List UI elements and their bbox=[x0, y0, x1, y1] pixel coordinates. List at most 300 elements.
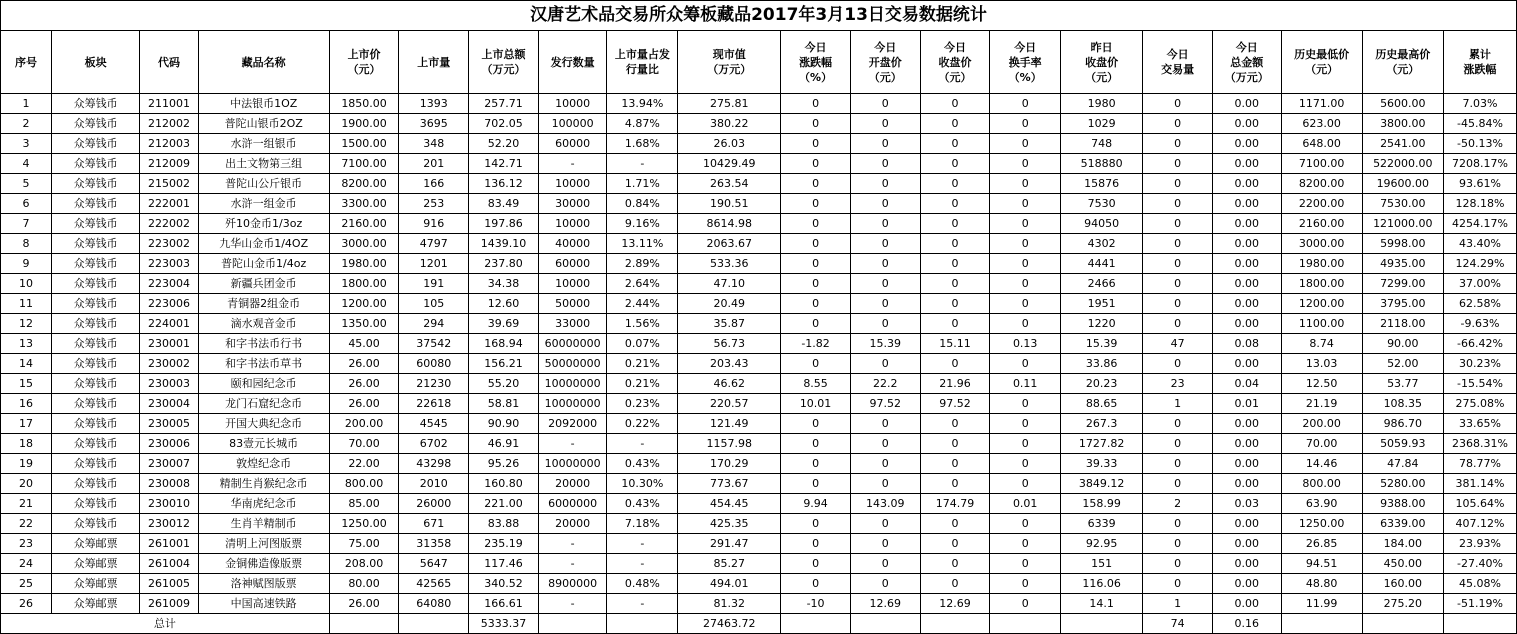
table-cell[interactable]: 160.80 bbox=[469, 474, 539, 494]
table-cell[interactable]: 众筹钱币 bbox=[51, 194, 139, 214]
table-cell[interactable]: 221.00 bbox=[469, 494, 539, 514]
table-cell[interactable]: 1980.00 bbox=[1281, 254, 1362, 274]
table-cell[interactable]: 0 bbox=[920, 454, 990, 474]
column-header[interactable]: 今日 交易量 bbox=[1143, 31, 1213, 94]
table-cell[interactable]: 121000.00 bbox=[1362, 214, 1443, 234]
table-cell[interactable]: 9.94 bbox=[781, 494, 851, 514]
table-cell[interactable]: 0 bbox=[920, 574, 990, 594]
table-cell[interactable]: 223006 bbox=[140, 294, 198, 314]
table-cell[interactable]: 10.01 bbox=[781, 394, 851, 414]
table-cell[interactable]: 8900000 bbox=[538, 574, 607, 594]
table-cell[interactable]: 3000.00 bbox=[1281, 234, 1362, 254]
table-cell[interactable]: 8614.98 bbox=[678, 214, 781, 234]
table-cell[interactable]: 普陀山银币2OZ bbox=[198, 114, 329, 134]
table-cell[interactable]: 0 bbox=[850, 314, 920, 334]
table-cell[interactable]: 19600.00 bbox=[1362, 174, 1443, 194]
table-cell[interactable]: 22.00 bbox=[329, 454, 399, 474]
table-cell[interactable]: 0 bbox=[990, 514, 1061, 534]
table-cell[interactable]: 48.80 bbox=[1281, 574, 1362, 594]
table-cell[interactable]: 26.85 bbox=[1281, 534, 1362, 554]
table-cell[interactable]: 0 bbox=[781, 114, 851, 134]
table-cell[interactable]: 381.14% bbox=[1443, 474, 1516, 494]
table-cell[interactable]: - bbox=[607, 434, 678, 454]
table-cell[interactable]: 11.99 bbox=[1281, 594, 1362, 614]
table-cell[interactable]: 215002 bbox=[140, 174, 198, 194]
table-cell[interactable]: 11 bbox=[1, 294, 52, 314]
table-cell[interactable]: 0.08 bbox=[1212, 334, 1281, 354]
table-cell[interactable]: 众筹钱币 bbox=[51, 214, 139, 234]
table-cell[interactable]: 191 bbox=[399, 274, 469, 294]
table-cell[interactable]: 494.01 bbox=[678, 574, 781, 594]
table-cell[interactable]: 22.2 bbox=[850, 374, 920, 394]
table-cell[interactable]: 45.08% bbox=[1443, 574, 1516, 594]
table-cell[interactable]: 0 bbox=[920, 194, 990, 214]
table-cell[interactable]: 80.00 bbox=[329, 574, 399, 594]
table-cell[interactable]: 7.03% bbox=[1443, 94, 1516, 114]
table-cell[interactable]: 1900.00 bbox=[329, 114, 399, 134]
table-cell[interactable]: 45.00 bbox=[329, 334, 399, 354]
table-cell[interactable]: 261004 bbox=[140, 554, 198, 574]
table-cell[interactable]: 0 bbox=[850, 294, 920, 314]
table-cell[interactable]: 261009 bbox=[140, 594, 198, 614]
table-cell[interactable]: 和字书法币行书 bbox=[198, 334, 329, 354]
table-cell[interactable]: 43298 bbox=[399, 454, 469, 474]
table-cell[interactable]: 85.00 bbox=[329, 494, 399, 514]
table-cell[interactable]: 212003 bbox=[140, 134, 198, 154]
table-cell[interactable]: 0 bbox=[781, 254, 851, 274]
table-cell[interactable]: 14.46 bbox=[1281, 454, 1362, 474]
table-cell[interactable]: 0 bbox=[920, 214, 990, 234]
table-cell[interactable]: 0.01 bbox=[990, 494, 1061, 514]
table-cell[interactable]: 众筹钱币 bbox=[51, 474, 139, 494]
table-cell[interactable]: 100000 bbox=[538, 114, 607, 134]
table-cell[interactable]: 63.90 bbox=[1281, 494, 1362, 514]
table-cell[interactable]: 83.49 bbox=[469, 194, 539, 214]
table-cell[interactable]: 0 bbox=[781, 454, 851, 474]
table-cell[interactable]: 0 bbox=[990, 414, 1061, 434]
column-header[interactable]: 累计 涨跌幅 bbox=[1443, 31, 1516, 94]
table-cell[interactable]: 0.00 bbox=[1212, 274, 1281, 294]
table-cell[interactable]: 117.46 bbox=[469, 554, 539, 574]
table-cell[interactable]: 222002 bbox=[140, 214, 198, 234]
table-cell[interactable]: 294 bbox=[399, 314, 469, 334]
table-cell[interactable]: 水浒一组金币 bbox=[198, 194, 329, 214]
table-cell[interactable]: 212002 bbox=[140, 114, 198, 134]
table-cell[interactable]: 0 bbox=[781, 154, 851, 174]
table-cell[interactable]: 85.27 bbox=[678, 554, 781, 574]
table-cell[interactable]: 10000 bbox=[538, 174, 607, 194]
table-cell[interactable]: 83.88 bbox=[469, 514, 539, 534]
table-cell[interactable]: 257.71 bbox=[469, 94, 539, 114]
table-cell[interactable]: 1350.00 bbox=[329, 314, 399, 334]
table-cell[interactable]: - bbox=[538, 534, 607, 554]
table-cell[interactable]: 211001 bbox=[140, 94, 198, 114]
table-cell[interactable]: 60000 bbox=[538, 254, 607, 274]
table-cell[interactable]: 47.10 bbox=[678, 274, 781, 294]
table-cell[interactable]: 金铜佛造像版票 bbox=[198, 554, 329, 574]
table-cell[interactable]: 0 bbox=[781, 294, 851, 314]
table-cell[interactable]: 4935.00 bbox=[1362, 254, 1443, 274]
table-cell[interactable]: 37542 bbox=[399, 334, 469, 354]
table-cell[interactable]: - bbox=[607, 554, 678, 574]
table-cell[interactable]: 1 bbox=[1, 94, 52, 114]
table-cell[interactable]: 5 bbox=[1, 174, 52, 194]
table-cell[interactable]: 267.3 bbox=[1061, 414, 1143, 434]
table-cell[interactable]: 15876 bbox=[1061, 174, 1143, 194]
table-cell[interactable]: 2010 bbox=[399, 474, 469, 494]
table-cell[interactable]: 0 bbox=[990, 454, 1061, 474]
table-cell[interactable]: 23 bbox=[1143, 374, 1213, 394]
table-cell[interactable]: 2160.00 bbox=[329, 214, 399, 234]
table-cell[interactable]: 0 bbox=[920, 154, 990, 174]
table-cell[interactable]: 26 bbox=[1, 594, 52, 614]
table-cell[interactable]: 4797 bbox=[399, 234, 469, 254]
table-cell[interactable]: 19 bbox=[1, 454, 52, 474]
table-cell[interactable]: 22618 bbox=[399, 394, 469, 414]
column-header[interactable]: 今日 开盘价 （元） bbox=[850, 31, 920, 94]
table-cell[interactable]: 7100.00 bbox=[1281, 154, 1362, 174]
table-cell[interactable]: 0 bbox=[781, 274, 851, 294]
table-cell[interactable]: 众筹钱币 bbox=[51, 134, 139, 154]
table-cell[interactable]: 454.45 bbox=[678, 494, 781, 514]
table-cell[interactable]: 13.03 bbox=[1281, 354, 1362, 374]
table-cell[interactable]: 46.91 bbox=[469, 434, 539, 454]
table-cell[interactable]: 众筹钱币 bbox=[51, 234, 139, 254]
table-cell[interactable]: 0.00 bbox=[1212, 174, 1281, 194]
table-cell[interactable]: 0 bbox=[781, 434, 851, 454]
table-cell[interactable]: 7530.00 bbox=[1362, 194, 1443, 214]
table-cell[interactable]: 223002 bbox=[140, 234, 198, 254]
table-cell[interactable]: 0 bbox=[990, 274, 1061, 294]
table-cell[interactable]: 普陀山公斤银币 bbox=[198, 174, 329, 194]
table-cell[interactable]: 15.39 bbox=[1061, 334, 1143, 354]
table-cell[interactable]: 14.1 bbox=[1061, 594, 1143, 614]
table-cell[interactable]: - bbox=[607, 594, 678, 614]
column-header[interactable]: 上市价 （元） bbox=[329, 31, 399, 94]
table-cell[interactable]: 出土文物第三组 bbox=[198, 154, 329, 174]
table-cell[interactable]: 0 bbox=[920, 354, 990, 374]
table-cell[interactable]: 0 bbox=[850, 454, 920, 474]
table-cell[interactable]: 0 bbox=[1143, 114, 1213, 134]
table-cell[interactable]: 1200.00 bbox=[1281, 294, 1362, 314]
table-cell[interactable]: 425.35 bbox=[678, 514, 781, 534]
table-cell[interactable]: 200.00 bbox=[329, 414, 399, 434]
table-cell[interactable]: 4 bbox=[1, 154, 52, 174]
table-cell[interactable]: 众筹邮票 bbox=[51, 594, 139, 614]
column-header[interactable]: 藏品名称 bbox=[198, 31, 329, 94]
table-cell[interactable]: 184.00 bbox=[1362, 534, 1443, 554]
column-header[interactable]: 今日 换手率 （%） bbox=[990, 31, 1061, 94]
table-cell[interactable]: 1157.98 bbox=[678, 434, 781, 454]
table-cell[interactable]: 12.60 bbox=[469, 294, 539, 314]
total-market-value[interactable]: 27463.72 bbox=[678, 614, 781, 634]
table-cell[interactable]: 8 bbox=[1, 234, 52, 254]
table-cell[interactable]: 0 bbox=[781, 214, 851, 234]
table-cell[interactable]: 0 bbox=[850, 114, 920, 134]
table-cell[interactable]: 众筹钱币 bbox=[51, 514, 139, 534]
table-cell[interactable]: 1171.00 bbox=[1281, 94, 1362, 114]
table-cell[interactable]: 26.00 bbox=[329, 354, 399, 374]
table-cell[interactable]: 20000 bbox=[538, 474, 607, 494]
table-cell[interactable]: 12.69 bbox=[920, 594, 990, 614]
table-cell[interactable]: 3000.00 bbox=[329, 234, 399, 254]
table-cell[interactable]: 0 bbox=[920, 314, 990, 334]
table-cell[interactable]: 95.26 bbox=[469, 454, 539, 474]
table-cell[interactable]: 0.43% bbox=[607, 454, 678, 474]
table-cell[interactable]: 13 bbox=[1, 334, 52, 354]
table-cell[interactable]: 0.84% bbox=[607, 194, 678, 214]
table-cell[interactable]: 10000 bbox=[538, 274, 607, 294]
table-cell[interactable]: 0.00 bbox=[1212, 554, 1281, 574]
table-cell[interactable]: 190.51 bbox=[678, 194, 781, 214]
table-cell[interactable]: 143.09 bbox=[850, 494, 920, 514]
table-cell[interactable]: 156.21 bbox=[469, 354, 539, 374]
table-cell[interactable]: 52.20 bbox=[469, 134, 539, 154]
table-cell[interactable]: 17 bbox=[1, 414, 52, 434]
table-cell[interactable]: 0 bbox=[850, 354, 920, 374]
table-cell[interactable]: 1800.00 bbox=[1281, 274, 1362, 294]
table-cell[interactable]: 33.86 bbox=[1061, 354, 1143, 374]
table-cell[interactable]: 702.05 bbox=[469, 114, 539, 134]
table-cell[interactable]: 4.87% bbox=[607, 114, 678, 134]
table-cell[interactable]: 敦煌纪念币 bbox=[198, 454, 329, 474]
column-header[interactable]: 今日 总金额 （万元） bbox=[1212, 31, 1281, 94]
table-cell[interactable]: 0 bbox=[1143, 474, 1213, 494]
table-cell[interactable]: 39.33 bbox=[1061, 454, 1143, 474]
table-cell[interactable]: 6702 bbox=[399, 434, 469, 454]
table-cell[interactable]: 颐和园纪念币 bbox=[198, 374, 329, 394]
table-cell[interactable]: 0 bbox=[781, 534, 851, 554]
table-cell[interactable]: 1393 bbox=[399, 94, 469, 114]
table-cell[interactable]: 1100.00 bbox=[1281, 314, 1362, 334]
table-cell[interactable]: 清明上河图版票 bbox=[198, 534, 329, 554]
table-cell[interactable]: 230004 bbox=[140, 394, 198, 414]
table-cell[interactable]: 623.00 bbox=[1281, 114, 1362, 134]
table-cell[interactable]: 55.20 bbox=[469, 374, 539, 394]
table-cell[interactable]: 1800.00 bbox=[329, 274, 399, 294]
table-cell[interactable]: 0 bbox=[920, 174, 990, 194]
table-cell[interactable]: 94.51 bbox=[1281, 554, 1362, 574]
table-cell[interactable]: 97.52 bbox=[920, 394, 990, 414]
table-cell[interactable]: 8200.00 bbox=[329, 174, 399, 194]
table-cell[interactable]: 0.21% bbox=[607, 374, 678, 394]
table-cell[interactable]: 0 bbox=[990, 434, 1061, 454]
table-cell[interactable]: 13.94% bbox=[607, 94, 678, 114]
table-cell[interactable]: 0 bbox=[850, 154, 920, 174]
table-cell[interactable]: 151 bbox=[1061, 554, 1143, 574]
table-cell[interactable]: 1727.82 bbox=[1061, 434, 1143, 454]
column-header[interactable]: 今日 涨跌幅 （%） bbox=[781, 31, 851, 94]
table-cell[interactable]: 歼10金币1/3oz bbox=[198, 214, 329, 234]
table-cell[interactable]: 0 bbox=[1143, 454, 1213, 474]
table-cell[interactable]: 15 bbox=[1, 374, 52, 394]
table-cell[interactable]: 2.89% bbox=[607, 254, 678, 274]
table-cell[interactable]: 3849.12 bbox=[1061, 474, 1143, 494]
table-cell[interactable]: 3695 bbox=[399, 114, 469, 134]
table-cell[interactable]: 3300.00 bbox=[329, 194, 399, 214]
table-cell[interactable]: -15.54% bbox=[1443, 374, 1516, 394]
table-cell[interactable]: 5998.00 bbox=[1362, 234, 1443, 254]
table-cell[interactable]: 40000 bbox=[538, 234, 607, 254]
table-cell[interactable]: 0 bbox=[990, 354, 1061, 374]
table-cell[interactable]: 203.43 bbox=[678, 354, 781, 374]
table-cell[interactable]: 2.44% bbox=[607, 294, 678, 314]
table-cell[interactable]: 2200.00 bbox=[1281, 194, 1362, 214]
table-cell[interactable]: 生肖羊精制币 bbox=[198, 514, 329, 534]
table-cell[interactable]: 0.43% bbox=[607, 494, 678, 514]
table-cell[interactable]: 0.00 bbox=[1212, 234, 1281, 254]
table-cell[interactable]: 0 bbox=[990, 194, 1061, 214]
table-cell[interactable]: 136.12 bbox=[469, 174, 539, 194]
table-cell[interactable]: 88.65 bbox=[1061, 394, 1143, 414]
table-cell[interactable]: 众筹钱币 bbox=[51, 394, 139, 414]
table-cell[interactable]: 龙门石窟纪念币 bbox=[198, 394, 329, 414]
table-cell[interactable]: 2 bbox=[1, 114, 52, 134]
table-cell[interactable]: 0 bbox=[781, 194, 851, 214]
table-cell[interactable]: 128.18% bbox=[1443, 194, 1516, 214]
table-cell[interactable]: 1 bbox=[1143, 594, 1213, 614]
table-cell[interactable]: 0.21% bbox=[607, 354, 678, 374]
table-cell[interactable]: 0.00 bbox=[1212, 194, 1281, 214]
table-cell[interactable]: 10000 bbox=[538, 94, 607, 114]
table-cell[interactable]: 众筹钱币 bbox=[51, 174, 139, 194]
table-cell[interactable]: 2368.31% bbox=[1443, 434, 1516, 454]
table-cell[interactable]: - bbox=[538, 154, 607, 174]
table-cell[interactable]: 1250.00 bbox=[1281, 514, 1362, 534]
table-cell[interactable]: 2.64% bbox=[607, 274, 678, 294]
table-cell[interactable]: 0 bbox=[1143, 194, 1213, 214]
table-cell[interactable]: 1.56% bbox=[607, 314, 678, 334]
table-cell[interactable]: 21 bbox=[1, 494, 52, 514]
table-cell[interactable]: 0 bbox=[920, 274, 990, 294]
table-cell[interactable]: 261005 bbox=[140, 574, 198, 594]
column-header[interactable]: 上市总额 （万元） bbox=[469, 31, 539, 94]
table-cell[interactable]: 800.00 bbox=[1281, 474, 1362, 494]
table-cell[interactable]: 0.48% bbox=[607, 574, 678, 594]
table-cell[interactable]: 230012 bbox=[140, 514, 198, 534]
table-cell[interactable]: 水浒一组银币 bbox=[198, 134, 329, 154]
table-cell[interactable]: 33000 bbox=[538, 314, 607, 334]
table-cell[interactable]: 12.69 bbox=[850, 594, 920, 614]
table-cell[interactable]: 31358 bbox=[399, 534, 469, 554]
table-cell[interactable]: 30000 bbox=[538, 194, 607, 214]
table-cell[interactable]: 174.79 bbox=[920, 494, 990, 514]
column-header[interactable]: 历史最低价 （元） bbox=[1281, 31, 1362, 94]
table-cell[interactable]: 648.00 bbox=[1281, 134, 1362, 154]
table-cell[interactable]: 0 bbox=[990, 94, 1061, 114]
table-cell[interactable]: 201 bbox=[399, 154, 469, 174]
column-header[interactable]: 代码 bbox=[140, 31, 198, 94]
table-cell[interactable]: 众筹邮票 bbox=[51, 554, 139, 574]
table-cell[interactable]: 7.18% bbox=[607, 514, 678, 534]
table-cell[interactable]: -51.19% bbox=[1443, 594, 1516, 614]
table-cell[interactable]: 1951 bbox=[1061, 294, 1143, 314]
table-cell[interactable]: 237.80 bbox=[469, 254, 539, 274]
table-cell[interactable]: 42565 bbox=[399, 574, 469, 594]
table-cell[interactable]: 0 bbox=[990, 114, 1061, 134]
table-cell[interactable]: 众筹钱币 bbox=[51, 294, 139, 314]
table-cell[interactable]: 0.00 bbox=[1212, 434, 1281, 454]
table-cell[interactable]: 华南虎纪念币 bbox=[198, 494, 329, 514]
table-cell[interactable]: 533.36 bbox=[678, 254, 781, 274]
table-cell[interactable]: 275.08% bbox=[1443, 394, 1516, 414]
table-cell[interactable]: 261001 bbox=[140, 534, 198, 554]
column-header[interactable]: 序号 bbox=[1, 31, 52, 94]
table-cell[interactable]: 43.40% bbox=[1443, 234, 1516, 254]
table-cell[interactable]: 522000.00 bbox=[1362, 154, 1443, 174]
table-cell[interactable]: 26.03 bbox=[678, 134, 781, 154]
table-cell[interactable]: 普陀山金币1/4oz bbox=[198, 254, 329, 274]
table-cell[interactable]: 81.32 bbox=[678, 594, 781, 614]
table-cell[interactable]: 1.68% bbox=[607, 134, 678, 154]
table-cell[interactable]: 0 bbox=[920, 94, 990, 114]
table-cell[interactable]: 1850.00 bbox=[329, 94, 399, 114]
table-cell[interactable]: 275.20 bbox=[1362, 594, 1443, 614]
table-cell[interactable]: 58.81 bbox=[469, 394, 539, 414]
table-cell[interactable]: 1029 bbox=[1061, 114, 1143, 134]
table-cell[interactable]: 0.04 bbox=[1212, 374, 1281, 394]
table-cell[interactable]: 275.81 bbox=[678, 94, 781, 114]
table-cell[interactable]: 0.00 bbox=[1212, 574, 1281, 594]
table-cell[interactable]: 众筹钱币 bbox=[51, 454, 139, 474]
table-cell[interactable]: 13.11% bbox=[607, 234, 678, 254]
table-cell[interactable]: 9 bbox=[1, 254, 52, 274]
table-cell[interactable]: 220.57 bbox=[678, 394, 781, 414]
table-cell[interactable]: 0 bbox=[781, 354, 851, 374]
table-cell[interactable]: 10000000 bbox=[538, 394, 607, 414]
table-cell[interactable]: 众筹钱币 bbox=[51, 114, 139, 134]
table-cell[interactable]: 93.61% bbox=[1443, 174, 1516, 194]
table-cell[interactable]: 和字书法币草书 bbox=[198, 354, 329, 374]
table-cell[interactable]: 15.39 bbox=[850, 334, 920, 354]
table-cell[interactable]: -50.13% bbox=[1443, 134, 1516, 154]
table-cell[interactable]: 0 bbox=[920, 114, 990, 134]
table-cell[interactable]: 1 bbox=[1143, 394, 1213, 414]
table-cell[interactable]: 0 bbox=[920, 474, 990, 494]
table-cell[interactable]: 0 bbox=[1143, 134, 1213, 154]
table-cell[interactable]: 0 bbox=[1143, 434, 1213, 454]
table-cell[interactable]: 9388.00 bbox=[1362, 494, 1443, 514]
column-header[interactable]: 板块 bbox=[51, 31, 139, 94]
table-cell[interactable]: 12.50 bbox=[1281, 374, 1362, 394]
table-cell[interactable]: 众筹邮票 bbox=[51, 574, 139, 594]
table-cell[interactable]: 众筹钱币 bbox=[51, 374, 139, 394]
table-cell[interactable]: - bbox=[538, 434, 607, 454]
table-cell[interactable]: 0 bbox=[990, 394, 1061, 414]
table-cell[interactable]: 52.00 bbox=[1362, 354, 1443, 374]
table-cell[interactable]: 75.00 bbox=[329, 534, 399, 554]
table-cell[interactable]: 5280.00 bbox=[1362, 474, 1443, 494]
table-cell[interactable]: 230007 bbox=[140, 454, 198, 474]
table-cell[interactable]: 众筹钱币 bbox=[51, 354, 139, 374]
table-cell[interactable]: 230005 bbox=[140, 414, 198, 434]
table-cell[interactable]: 92.95 bbox=[1061, 534, 1143, 554]
table-cell[interactable]: 3795.00 bbox=[1362, 294, 1443, 314]
table-cell[interactable]: 7100.00 bbox=[329, 154, 399, 174]
table-cell[interactable]: 0 bbox=[850, 534, 920, 554]
table-cell[interactable]: 0 bbox=[990, 254, 1061, 274]
table-cell[interactable]: 7299.00 bbox=[1362, 274, 1443, 294]
table-cell[interactable]: 230002 bbox=[140, 354, 198, 374]
table-cell[interactable]: - bbox=[538, 594, 607, 614]
table-cell[interactable]: 众筹钱币 bbox=[51, 434, 139, 454]
table-cell[interactable]: 748 bbox=[1061, 134, 1143, 154]
table-cell[interactable]: 0 bbox=[920, 414, 990, 434]
table-cell[interactable]: 0 bbox=[990, 574, 1061, 594]
table-cell[interactable]: 0 bbox=[1143, 214, 1213, 234]
table-cell[interactable]: -66.42% bbox=[1443, 334, 1516, 354]
table-cell[interactable]: 5059.93 bbox=[1362, 434, 1443, 454]
